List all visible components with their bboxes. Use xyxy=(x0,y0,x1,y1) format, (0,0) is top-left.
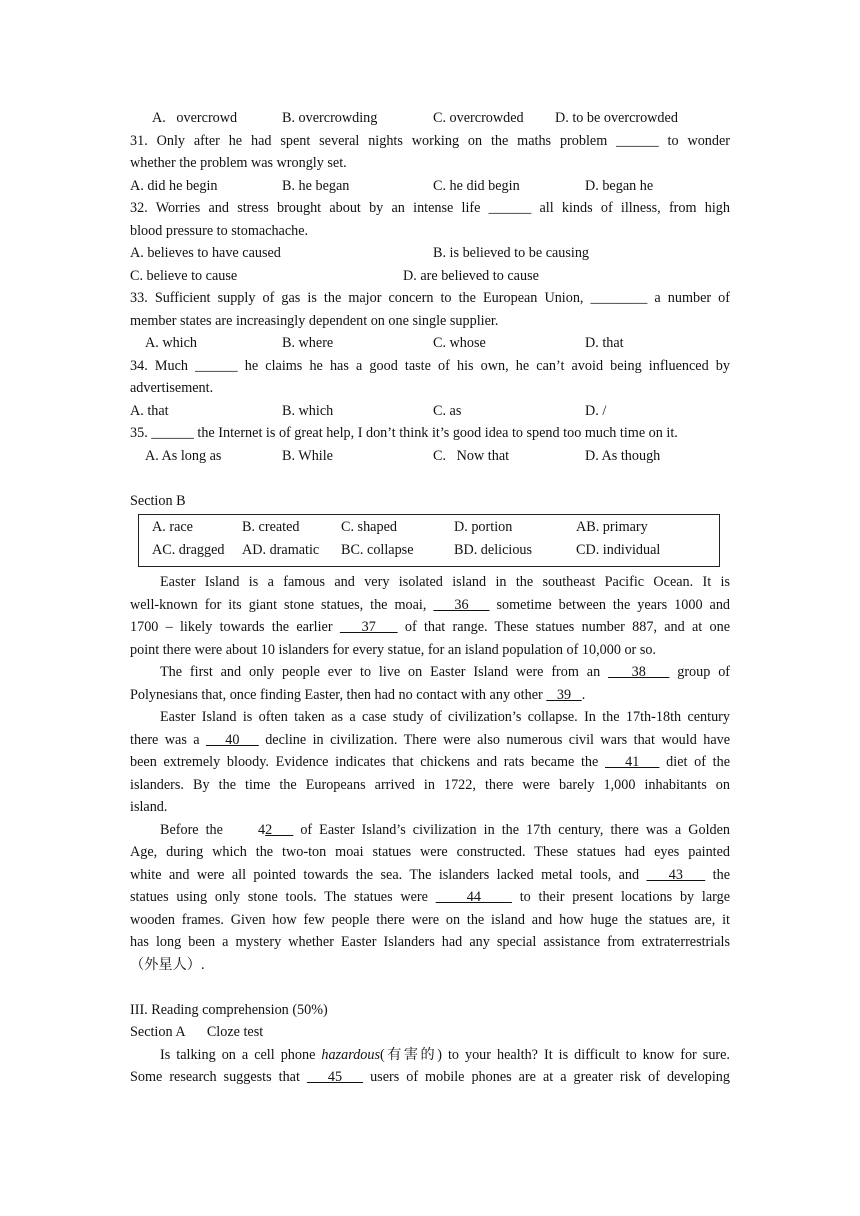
passage-p4-line4: statues using only stone tools. The statues were 44 to their present locations by large xyxy=(130,889,731,905)
q34-option-a: A. that xyxy=(130,402,169,419)
blank-40[interactable]: 40 xyxy=(206,731,259,748)
q32-stem-line1: 32. Worries and stress brought about by an intense life ______ all kinds of illness, from high xyxy=(130,200,730,216)
q32-options-cd xyxy=(130,265,730,288)
q32-option-b: B. is believed to be causing xyxy=(433,245,590,261)
q35-stem: 35. ______ the Internet is of great help, I don’t think it’s good idea to spend too much time on it. xyxy=(130,425,678,441)
word-bank-item: B. created xyxy=(242,519,300,535)
passage-p4-line2: Age, during which the two-ton moai statues were constructed. These statues had eyes painted xyxy=(130,844,730,860)
q32-option-c: C. believe to cause xyxy=(130,267,238,284)
q34-stem-line1: 34. Much ______ he claims he has a good taste of his own, he can’t avoid being influenced by xyxy=(130,357,730,374)
cloze-line2: Some research suggests that 45 users of mobile phones are at a greater risk of developing xyxy=(130,1069,730,1085)
section-a-title: Section A Cloze test xyxy=(130,1024,264,1040)
passage-p3-line1: Easter Island is often taken as a case study of civilization’s collapse. In the 17th-18th century xyxy=(160,709,730,725)
q34-option-d: D. / xyxy=(585,402,607,419)
q32-option-a: A. believes to have caused xyxy=(130,245,281,261)
q35-option-d: D. As though xyxy=(585,447,661,464)
word-bank-item: BD. delicious xyxy=(454,542,533,558)
q35-options xyxy=(130,445,730,468)
q34-option-b: B. which xyxy=(282,402,334,419)
q33-option-d: D. that xyxy=(585,335,624,351)
passage-p1-line1: Easter Island is a famous and very isolated island in the southeast Pacific Ocean. It is xyxy=(160,574,730,590)
word-bank-item: AB. primary xyxy=(576,519,648,535)
blank-42[interactable]: 2 xyxy=(265,821,294,838)
passage-p4-line1: Before the 42 of Easter Island’s civilization in the 17th century, there was a Golden xyxy=(160,821,731,838)
q34-options xyxy=(130,400,730,423)
q30-option-c: C. overcrowded xyxy=(433,110,524,126)
passage-p1-line3: 1700 – likely towards the earlier 37 of that range. These statues number 887, and at one xyxy=(130,619,730,635)
blank-36[interactable]: 36 xyxy=(433,596,490,613)
passage-p1-line4: point there were about 10 islanders for every statue, for an island population of 10,000 or so. xyxy=(130,641,656,658)
blank-38[interactable]: 38 xyxy=(608,664,670,680)
blank-41[interactable]: 41 xyxy=(605,754,660,770)
q33-option-b: B. where xyxy=(282,335,334,351)
q35-option-b: B. While xyxy=(282,447,333,464)
q31-option-d: D. began he xyxy=(585,177,654,194)
q34-stem-line2: advertisement. xyxy=(130,380,214,396)
q33-options xyxy=(130,332,730,355)
blank-44[interactable]: 44 xyxy=(435,889,512,905)
q35-option-c: C. Now that xyxy=(433,447,510,464)
reading-heading: III. Reading comprehension (50%) xyxy=(130,1001,328,1018)
passage-p1-line2: well-known for its giant stone statues, the moai, 36 sometime between the years 1000 and xyxy=(130,596,731,613)
q33-option-a: A. which xyxy=(145,335,198,351)
word-bank-item: CD. individual xyxy=(576,542,661,558)
q32-options-ab xyxy=(130,242,730,265)
passage-p4-line7: （外星人）. xyxy=(130,956,205,973)
blank-37[interactable]: 37 xyxy=(339,619,398,635)
hazardous-word: hazardous xyxy=(321,1046,381,1063)
blank-45[interactable]: 45 xyxy=(306,1069,364,1085)
passage-p3-line4: islanders. By the time the Europeans arrived in 1722, there were barely 1,000 inhabitants on xyxy=(130,776,730,793)
word-bank-item: C. shaped xyxy=(341,519,397,535)
document-page xyxy=(130,107,730,1089)
q32-stem-line2: blood pressure to stomachache. xyxy=(130,222,309,239)
word-bank-item: AD. dramatic xyxy=(242,542,320,558)
passage-p3-line3: been extremely bloody. Evidence indicates that chickens and rats became the 41 diet of the xyxy=(130,754,730,770)
q31-stem-line2: whether the problem was wrongly set. xyxy=(130,155,347,171)
q30-option-a: A. overcrowd xyxy=(152,110,238,126)
q32-option-d: D. are believed to cause xyxy=(403,267,539,284)
passage-p2-line2: Polynesians that, once finding Easter, then had no contact with any other 39 . xyxy=(130,686,586,703)
q31-stem-line1: 31. Only after he had spent several nights working on the maths problem ______ to wonder xyxy=(130,132,730,149)
passage-p3-line2: there was a 40 decline in civilization. There were also numerous civil wars that would have xyxy=(130,731,731,748)
q33-stem-line1: 33. Sufficient supply of gas is the major concern to the European Union, ________ a number of xyxy=(130,290,730,306)
q31-options xyxy=(130,175,730,198)
q34-option-c: C. as xyxy=(433,402,462,419)
word-bank-item: BC. collapse xyxy=(341,542,414,558)
q33-stem-line2: member states are increasingly dependent on one single supplier. xyxy=(130,312,499,329)
q31-option-b: B. he began xyxy=(282,177,350,194)
q31-option-c: C. he did begin xyxy=(433,177,520,194)
passage-p4-line3: white and were all pointed towards the sea. The islanders lacked metal tools, and 43 the xyxy=(130,866,730,883)
word-bank-item: A. race xyxy=(152,519,193,535)
q31-option-a: A. did he begin xyxy=(130,177,218,194)
word-bank-item: AC. dragged xyxy=(152,542,225,558)
passage-p2-line1: The first and only people ever to live on Easter Island were from an 38 group of xyxy=(160,664,731,680)
q30-options xyxy=(130,107,730,130)
word-bank-item: D. portion xyxy=(454,519,513,535)
passage-p4-line5: wooden frames. Given how few people there were on the island and how huge the statues are, it xyxy=(130,911,730,928)
q30-option-b: B. overcrowding xyxy=(282,110,378,126)
cloze-line1: Is talking on a cell phone hazardous(有害的) to your health? It is difficult to know for sure. xyxy=(160,1046,730,1063)
q30-option-d: D. to be overcrowded xyxy=(555,110,678,126)
passage-p3-line5: island. xyxy=(130,799,168,815)
word-bank-box xyxy=(138,514,720,567)
q35-option-a: A. As long as xyxy=(145,447,222,464)
section-b-title: Section B xyxy=(130,492,186,509)
q33-option-c: C. whose xyxy=(433,335,486,351)
blank-43[interactable]: 43 xyxy=(646,866,706,883)
blank-39[interactable]: 39 xyxy=(546,686,582,703)
passage-p4-line6: has long been a mystery whether Easter Islanders had any special assistance from extraterrestrials xyxy=(130,934,730,950)
